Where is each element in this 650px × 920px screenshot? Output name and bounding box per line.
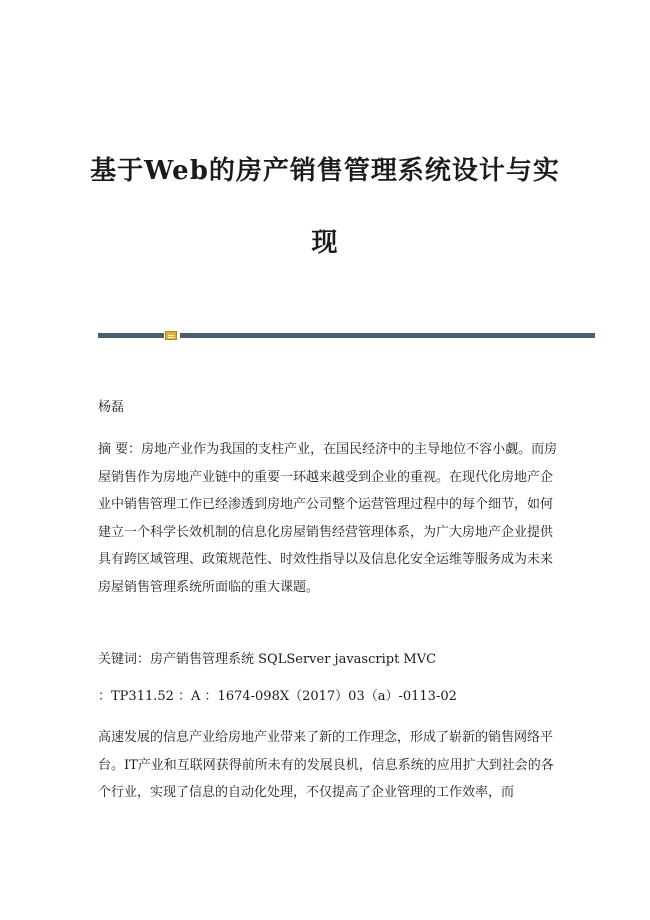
paper-title-line-1: 基于Web的房产销售管理系统设计与实	[90, 156, 560, 186]
abstract-text: 房地产业作为我国的支柱产业，在国民经济中的主导地位不容小觑。而房屋销售作为房地产业链中的重要一环越来越受到企业的重视。在现代化房地产企业中销售管理工作已经渗透到房地产公司整个运营管理过程中的每个细节，如何建立一个科学长效机制的信息化房屋销售经营管理体系，为广大房地产企业提供具有跨区域管理、政策规范性、时效性指导以及信息化安全运维等服务成为未来房屋销售管理系统所面临的重大课题。	[98, 442, 558, 595]
keywords-text: 房产销售管理系统 SQLServer javascript MVC	[150, 652, 437, 667]
keywords	[98, 646, 558, 674]
abstract	[98, 436, 558, 601]
divider-bar-right	[180, 333, 595, 338]
keywords-label: 关键词：	[98, 652, 151, 667]
paper-title-line-2: 现	[311, 228, 339, 258]
abstract-label: 摘 要：	[98, 442, 142, 457]
classification-codes: ：TP311.52 ：A ：1674-098X（2017）03（a）-0113-02	[98, 689, 457, 704]
divider-bar-left	[98, 333, 164, 338]
title-divider	[98, 331, 595, 339]
author-name: 杨磊	[98, 400, 125, 415]
body-paragraph: 高速发展的信息产业给房地产业带来了新的工作理念，形成了崭新的销售网络平台。IT产业和互联网获得前所未有的发展良机，信息系统的应用扩大到社会的各个行业，实现了信息的自动化处理，不仅提高了企业管理的工作效率，而	[98, 730, 554, 800]
divider-badge-icon	[165, 331, 177, 340]
